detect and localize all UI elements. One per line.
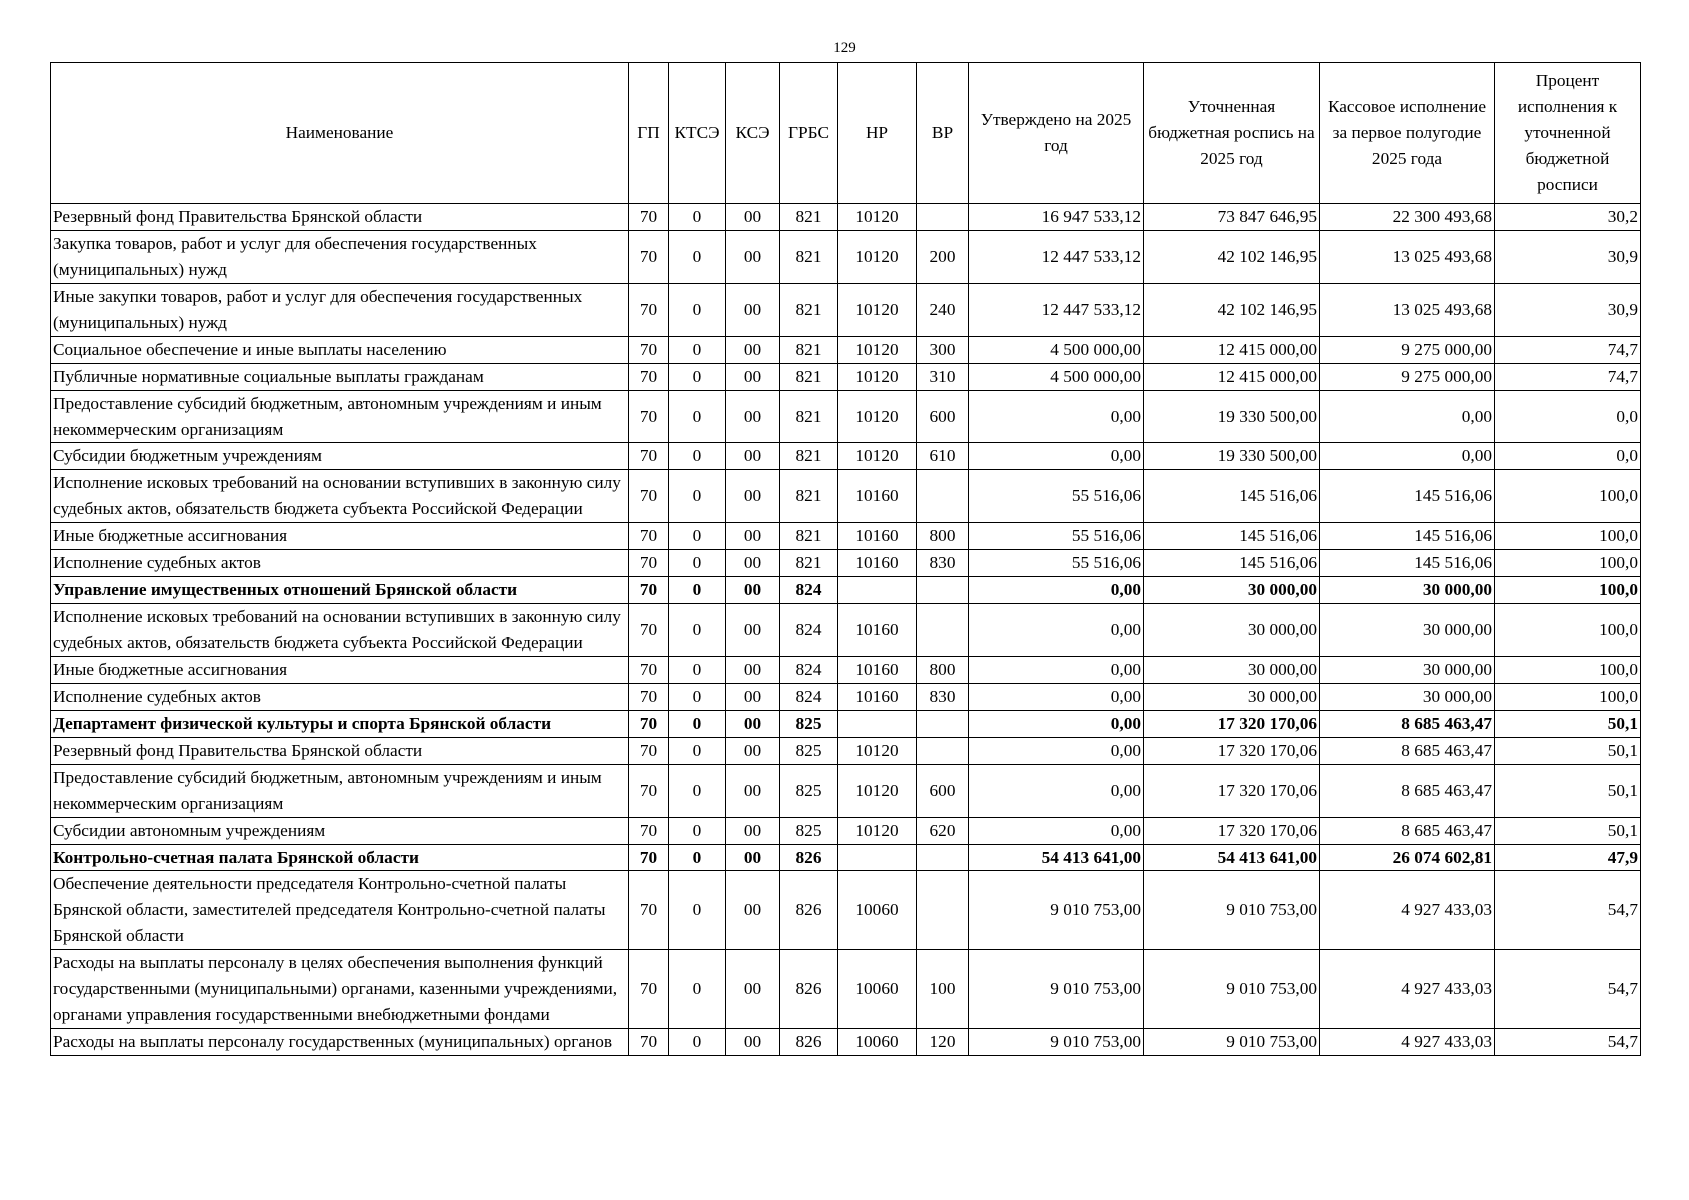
cell-executed: 26 074 602,81 xyxy=(1320,844,1495,871)
cell-executed: 0,00 xyxy=(1320,443,1495,470)
cell-grbs: 824 xyxy=(780,656,838,683)
cell-nr: 10060 xyxy=(838,950,917,1029)
cell-executed: 145 516,06 xyxy=(1320,523,1495,550)
cell-approved: 0,00 xyxy=(969,710,1144,737)
cell-gp: 70 xyxy=(629,550,669,577)
cell-vr xyxy=(917,737,969,764)
cell-ktse: 0 xyxy=(669,336,726,363)
cell-gp: 70 xyxy=(629,710,669,737)
cell-nr: 10160 xyxy=(838,656,917,683)
cell-ktse: 0 xyxy=(669,204,726,231)
cell-executed: 8 685 463,47 xyxy=(1320,764,1495,817)
table-row xyxy=(51,336,1641,363)
cell-vr: 240 xyxy=(917,283,969,336)
cell-refined: 42 102 146,95 xyxy=(1144,283,1320,336)
cell-grbs: 824 xyxy=(780,683,838,710)
cell-gp: 70 xyxy=(629,204,669,231)
cell-approved: 0,00 xyxy=(969,737,1144,764)
cell-gp: 70 xyxy=(629,764,669,817)
cell-name: Иные бюджетные ассигнования xyxy=(51,656,629,683)
cell-vr: 300 xyxy=(917,336,969,363)
cell-approved: 55 516,06 xyxy=(969,550,1144,577)
cell-ktse: 0 xyxy=(669,817,726,844)
table-row xyxy=(51,871,1641,950)
cell-name: Иные закупки товаров, работ и услуг для обеспечения государственных (муниципальных) нужд xyxy=(51,283,629,336)
cell-kse: 00 xyxy=(726,336,780,363)
cell-nr: 10060 xyxy=(838,1029,917,1056)
cell-refined: 9 010 753,00 xyxy=(1144,1029,1320,1056)
cell-vr: 620 xyxy=(917,817,969,844)
table-header-row xyxy=(51,63,1641,204)
table-row xyxy=(51,577,1641,604)
cell-kse: 00 xyxy=(726,443,780,470)
cell-refined: 30 000,00 xyxy=(1144,683,1320,710)
cell-gp: 70 xyxy=(629,844,669,871)
cell-name: Резервный фонд Правительства Брянской области xyxy=(51,737,629,764)
cell-percent: 74,7 xyxy=(1495,336,1641,363)
header-nr: НР xyxy=(838,63,917,204)
cell-nr: 10060 xyxy=(838,871,917,950)
cell-executed: 13 025 493,68 xyxy=(1320,283,1495,336)
cell-kse: 00 xyxy=(726,817,780,844)
cell-vr: 120 xyxy=(917,1029,969,1056)
cell-percent: 100,0 xyxy=(1495,683,1641,710)
cell-executed: 30 000,00 xyxy=(1320,577,1495,604)
cell-kse: 00 xyxy=(726,656,780,683)
cell-executed: 0,00 xyxy=(1320,390,1495,443)
cell-ktse: 0 xyxy=(669,764,726,817)
cell-name: Социальное обеспечение и иные выплаты населению xyxy=(51,336,629,363)
cell-refined: 42 102 146,95 xyxy=(1144,230,1320,283)
cell-vr: 600 xyxy=(917,390,969,443)
cell-gp: 70 xyxy=(629,443,669,470)
cell-refined: 73 847 646,95 xyxy=(1144,204,1320,231)
cell-ktse: 0 xyxy=(669,656,726,683)
cell-kse: 00 xyxy=(726,577,780,604)
cell-name: Исполнение судебных актов xyxy=(51,683,629,710)
cell-executed: 8 685 463,47 xyxy=(1320,817,1495,844)
cell-vr xyxy=(917,710,969,737)
cell-grbs: 824 xyxy=(780,577,838,604)
cell-nr: 10160 xyxy=(838,683,917,710)
cell-executed: 145 516,06 xyxy=(1320,550,1495,577)
cell-executed: 22 300 493,68 xyxy=(1320,204,1495,231)
cell-ktse: 0 xyxy=(669,230,726,283)
cell-percent: 50,1 xyxy=(1495,764,1641,817)
cell-percent: 47,9 xyxy=(1495,844,1641,871)
cell-refined: 17 320 170,06 xyxy=(1144,817,1320,844)
cell-grbs: 826 xyxy=(780,871,838,950)
cell-percent: 54,7 xyxy=(1495,871,1641,950)
cell-name: Субсидии бюджетным учреждениям xyxy=(51,443,629,470)
cell-executed: 4 927 433,03 xyxy=(1320,950,1495,1029)
cell-grbs: 825 xyxy=(780,737,838,764)
budget-execution-table xyxy=(50,62,1641,1056)
cell-refined: 12 415 000,00 xyxy=(1144,363,1320,390)
cell-nr: 10120 xyxy=(838,204,917,231)
cell-approved: 0,00 xyxy=(969,656,1144,683)
cell-refined: 30 000,00 xyxy=(1144,577,1320,604)
cell-percent: 0,0 xyxy=(1495,443,1641,470)
cell-name: Закупка товаров, работ и услуг для обеспечения государственных (муниципальных) нужд xyxy=(51,230,629,283)
cell-approved: 55 516,06 xyxy=(969,523,1144,550)
cell-refined: 145 516,06 xyxy=(1144,523,1320,550)
cell-approved: 16 947 533,12 xyxy=(969,204,1144,231)
table-row xyxy=(51,737,1641,764)
cell-refined: 145 516,06 xyxy=(1144,470,1320,523)
cell-nr xyxy=(838,577,917,604)
cell-grbs: 821 xyxy=(780,204,838,231)
cell-vr xyxy=(917,871,969,950)
cell-executed: 8 685 463,47 xyxy=(1320,710,1495,737)
cell-name: Исполнение судебных актов xyxy=(51,550,629,577)
page-number: 129 xyxy=(833,40,856,56)
cell-approved: 0,00 xyxy=(969,577,1144,604)
cell-kse: 00 xyxy=(726,710,780,737)
table-row xyxy=(51,230,1641,283)
cell-nr: 10120 xyxy=(838,764,917,817)
cell-kse: 00 xyxy=(726,950,780,1029)
cell-kse: 00 xyxy=(726,1029,780,1056)
cell-name: Предоставление субсидий бюджетным, автономным учреждениям и иным некоммерческим организациям xyxy=(51,390,629,443)
cell-kse: 00 xyxy=(726,470,780,523)
cell-nr xyxy=(838,844,917,871)
cell-gp: 70 xyxy=(629,817,669,844)
cell-ktse: 0 xyxy=(669,283,726,336)
cell-executed: 13 025 493,68 xyxy=(1320,230,1495,283)
cell-executed: 8 685 463,47 xyxy=(1320,737,1495,764)
cell-ktse: 0 xyxy=(669,710,726,737)
cell-vr xyxy=(917,844,969,871)
cell-kse: 00 xyxy=(726,604,780,657)
cell-nr: 10120 xyxy=(838,363,917,390)
header-ktse: КТСЭ xyxy=(669,63,726,204)
cell-gp: 70 xyxy=(629,950,669,1029)
cell-nr: 10160 xyxy=(838,550,917,577)
table-row xyxy=(51,844,1641,871)
cell-percent: 100,0 xyxy=(1495,523,1641,550)
cell-nr: 10120 xyxy=(838,817,917,844)
cell-percent: 100,0 xyxy=(1495,604,1641,657)
cell-vr: 800 xyxy=(917,523,969,550)
cell-executed: 30 000,00 xyxy=(1320,656,1495,683)
cell-refined: 54 413 641,00 xyxy=(1144,844,1320,871)
cell-gp: 70 xyxy=(629,604,669,657)
cell-nr: 10120 xyxy=(838,336,917,363)
cell-grbs: 821 xyxy=(780,336,838,363)
cell-percent: 100,0 xyxy=(1495,656,1641,683)
cell-refined: 12 415 000,00 xyxy=(1144,336,1320,363)
cell-approved: 0,00 xyxy=(969,604,1144,657)
table-row xyxy=(51,604,1641,657)
cell-gp: 70 xyxy=(629,683,669,710)
cell-refined: 19 330 500,00 xyxy=(1144,390,1320,443)
cell-grbs: 821 xyxy=(780,363,838,390)
table-row xyxy=(51,656,1641,683)
cell-name: Исполнение исковых требований на основании вступивших в законную силу судебных актов, обязательств бюджета субъекта Российской Федерации xyxy=(51,604,629,657)
table-row xyxy=(51,950,1641,1029)
cell-executed: 4 927 433,03 xyxy=(1320,1029,1495,1056)
cell-kse: 00 xyxy=(726,283,780,336)
cell-vr: 100 xyxy=(917,950,969,1029)
cell-ktse: 0 xyxy=(669,871,726,950)
cell-gp: 70 xyxy=(629,363,669,390)
cell-grbs: 825 xyxy=(780,764,838,817)
cell-refined: 9 010 753,00 xyxy=(1144,950,1320,1029)
cell-percent: 54,7 xyxy=(1495,1029,1641,1056)
cell-executed: 30 000,00 xyxy=(1320,604,1495,657)
cell-name: Резервный фонд Правительства Брянской области xyxy=(51,204,629,231)
cell-vr: 200 xyxy=(917,230,969,283)
cell-percent: 50,1 xyxy=(1495,710,1641,737)
header-refined: Уточненная бюджетная роспись на 2025 год xyxy=(1144,63,1320,204)
cell-percent: 54,7 xyxy=(1495,950,1641,1029)
cell-kse: 00 xyxy=(726,737,780,764)
cell-refined: 17 320 170,06 xyxy=(1144,737,1320,764)
cell-executed: 4 927 433,03 xyxy=(1320,871,1495,950)
cell-gp: 70 xyxy=(629,737,669,764)
cell-nr: 10120 xyxy=(838,737,917,764)
table-body xyxy=(51,204,1641,1056)
cell-percent: 50,1 xyxy=(1495,737,1641,764)
header-vr: ВР xyxy=(917,63,969,204)
cell-refined: 17 320 170,06 xyxy=(1144,764,1320,817)
cell-vr: 830 xyxy=(917,550,969,577)
cell-executed: 9 275 000,00 xyxy=(1320,363,1495,390)
cell-approved: 0,00 xyxy=(969,443,1144,470)
cell-nr: 10120 xyxy=(838,390,917,443)
cell-percent: 0,0 xyxy=(1495,390,1641,443)
cell-refined: 30 000,00 xyxy=(1144,656,1320,683)
cell-nr: 10120 xyxy=(838,230,917,283)
header-name: Наименование xyxy=(51,63,629,204)
cell-grbs: 821 xyxy=(780,390,838,443)
cell-ktse: 0 xyxy=(669,844,726,871)
cell-executed: 9 275 000,00 xyxy=(1320,336,1495,363)
cell-percent: 100,0 xyxy=(1495,577,1641,604)
cell-grbs: 821 xyxy=(780,283,838,336)
cell-gp: 70 xyxy=(629,656,669,683)
cell-grbs: 821 xyxy=(780,230,838,283)
cell-nr: 10120 xyxy=(838,283,917,336)
cell-kse: 00 xyxy=(726,523,780,550)
cell-ktse: 0 xyxy=(669,950,726,1029)
cell-gp: 70 xyxy=(629,871,669,950)
cell-name: Обеспечение деятельности председателя Контрольно-счетной палаты Брянской области, заместителей председателя Контрольно-счетной палаты Брянской области xyxy=(51,871,629,950)
cell-vr xyxy=(917,470,969,523)
cell-grbs: 821 xyxy=(780,550,838,577)
cell-percent: 100,0 xyxy=(1495,550,1641,577)
cell-approved: 0,00 xyxy=(969,683,1144,710)
cell-nr xyxy=(838,710,917,737)
table-row xyxy=(51,363,1641,390)
cell-ktse: 0 xyxy=(669,577,726,604)
cell-approved: 0,00 xyxy=(969,817,1144,844)
cell-kse: 00 xyxy=(726,204,780,231)
cell-refined: 19 330 500,00 xyxy=(1144,443,1320,470)
cell-kse: 00 xyxy=(726,363,780,390)
cell-ktse: 0 xyxy=(669,470,726,523)
cell-kse: 00 xyxy=(726,230,780,283)
cell-ktse: 0 xyxy=(669,390,726,443)
cell-name: Публичные нормативные социальные выплаты гражданам xyxy=(51,363,629,390)
table-row xyxy=(51,710,1641,737)
cell-kse: 00 xyxy=(726,764,780,817)
cell-grbs: 825 xyxy=(780,710,838,737)
cell-grbs: 826 xyxy=(780,950,838,1029)
cell-gp: 70 xyxy=(629,230,669,283)
cell-grbs: 824 xyxy=(780,604,838,657)
cell-percent: 74,7 xyxy=(1495,363,1641,390)
cell-percent: 30,9 xyxy=(1495,230,1641,283)
cell-name: Расходы на выплаты персоналу государственных (муниципальных) органов xyxy=(51,1029,629,1056)
cell-refined: 17 320 170,06 xyxy=(1144,710,1320,737)
cell-name: Управление имущественных отношений Брянской области xyxy=(51,577,629,604)
cell-percent: 50,1 xyxy=(1495,817,1641,844)
header-grbs: ГРБС xyxy=(780,63,838,204)
cell-name: Иные бюджетные ассигнования xyxy=(51,523,629,550)
cell-approved: 9 010 753,00 xyxy=(969,871,1144,950)
table-row xyxy=(51,523,1641,550)
cell-ktse: 0 xyxy=(669,443,726,470)
cell-approved: 55 516,06 xyxy=(969,470,1144,523)
table-row xyxy=(51,1029,1641,1056)
cell-nr: 10120 xyxy=(838,443,917,470)
cell-approved: 4 500 000,00 xyxy=(969,363,1144,390)
cell-percent: 100,0 xyxy=(1495,470,1641,523)
cell-approved: 54 413 641,00 xyxy=(969,844,1144,871)
cell-nr: 10160 xyxy=(838,604,917,657)
cell-approved: 9 010 753,00 xyxy=(969,1029,1144,1056)
table-row xyxy=(51,817,1641,844)
header-kse: КСЭ xyxy=(726,63,780,204)
cell-approved: 0,00 xyxy=(969,764,1144,817)
cell-percent: 30,2 xyxy=(1495,204,1641,231)
cell-grbs: 825 xyxy=(780,817,838,844)
cell-approved: 12 447 533,12 xyxy=(969,283,1144,336)
cell-grbs: 821 xyxy=(780,443,838,470)
cell-executed: 145 516,06 xyxy=(1320,470,1495,523)
cell-gp: 70 xyxy=(629,390,669,443)
cell-grbs: 821 xyxy=(780,523,838,550)
cell-ktse: 0 xyxy=(669,683,726,710)
header-percent: Процент исполнения к уточненной бюджетной росписи xyxy=(1495,63,1641,204)
table-row xyxy=(51,443,1641,470)
cell-approved: 12 447 533,12 xyxy=(969,230,1144,283)
cell-name: Исполнение исковых требований на основании вступивших в законную силу судебных актов, обязательств бюджета субъекта Российской Федерации xyxy=(51,470,629,523)
cell-gp: 70 xyxy=(629,523,669,550)
cell-approved: 0,00 xyxy=(969,390,1144,443)
cell-vr xyxy=(917,577,969,604)
cell-grbs: 826 xyxy=(780,1029,838,1056)
cell-vr: 830 xyxy=(917,683,969,710)
table-row xyxy=(51,283,1641,336)
cell-vr: 800 xyxy=(917,656,969,683)
cell-executed: 30 000,00 xyxy=(1320,683,1495,710)
cell-ktse: 0 xyxy=(669,363,726,390)
header-approved: Утверждено на 2025 год xyxy=(969,63,1144,204)
cell-gp: 70 xyxy=(629,283,669,336)
cell-vr xyxy=(917,604,969,657)
cell-vr: 610 xyxy=(917,443,969,470)
cell-kse: 00 xyxy=(726,390,780,443)
cell-vr xyxy=(917,204,969,231)
cell-approved: 9 010 753,00 xyxy=(969,950,1144,1029)
cell-vr: 310 xyxy=(917,363,969,390)
table-row xyxy=(51,204,1641,231)
cell-percent: 30,9 xyxy=(1495,283,1641,336)
header-gp: ГП xyxy=(629,63,669,204)
cell-name: Предоставление субсидий бюджетным, автономным учреждениям и иным некоммерческим организациям xyxy=(51,764,629,817)
cell-vr: 600 xyxy=(917,764,969,817)
cell-name: Расходы на выплаты персоналу в целях обеспечения выполнения функций государственными (муниципальными) органами, казенными учреждениями, органами управления государственными внебюджетными фондами xyxy=(51,950,629,1029)
table-row xyxy=(51,764,1641,817)
cell-refined: 145 516,06 xyxy=(1144,550,1320,577)
cell-gp: 70 xyxy=(629,577,669,604)
cell-ktse: 0 xyxy=(669,604,726,657)
cell-gp: 70 xyxy=(629,1029,669,1056)
table-row xyxy=(51,390,1641,443)
cell-name: Контрольно-счетная палата Брянской области xyxy=(51,844,629,871)
cell-gp: 70 xyxy=(629,470,669,523)
cell-kse: 00 xyxy=(726,844,780,871)
table-row xyxy=(51,683,1641,710)
cell-kse: 00 xyxy=(726,683,780,710)
table-row xyxy=(51,550,1641,577)
cell-grbs: 826 xyxy=(780,844,838,871)
cell-nr: 10160 xyxy=(838,523,917,550)
cell-refined: 9 010 753,00 xyxy=(1144,871,1320,950)
cell-ktse: 0 xyxy=(669,1029,726,1056)
cell-name: Субсидии автономным учреждениям xyxy=(51,817,629,844)
table-row xyxy=(51,470,1641,523)
cell-gp: 70 xyxy=(629,336,669,363)
cell-kse: 00 xyxy=(726,550,780,577)
cell-ktse: 0 xyxy=(669,550,726,577)
cell-kse: 00 xyxy=(726,871,780,950)
cell-ktse: 0 xyxy=(669,737,726,764)
cell-ktse: 0 xyxy=(669,523,726,550)
cell-name: Департамент физической культуры и спорта Брянской области xyxy=(51,710,629,737)
cell-refined: 30 000,00 xyxy=(1144,604,1320,657)
header-executed: Кассовое исполнение за первое полугодие 2025 года xyxy=(1320,63,1495,204)
cell-approved: 4 500 000,00 xyxy=(969,336,1144,363)
cell-grbs: 821 xyxy=(780,470,838,523)
cell-nr: 10160 xyxy=(838,470,917,523)
